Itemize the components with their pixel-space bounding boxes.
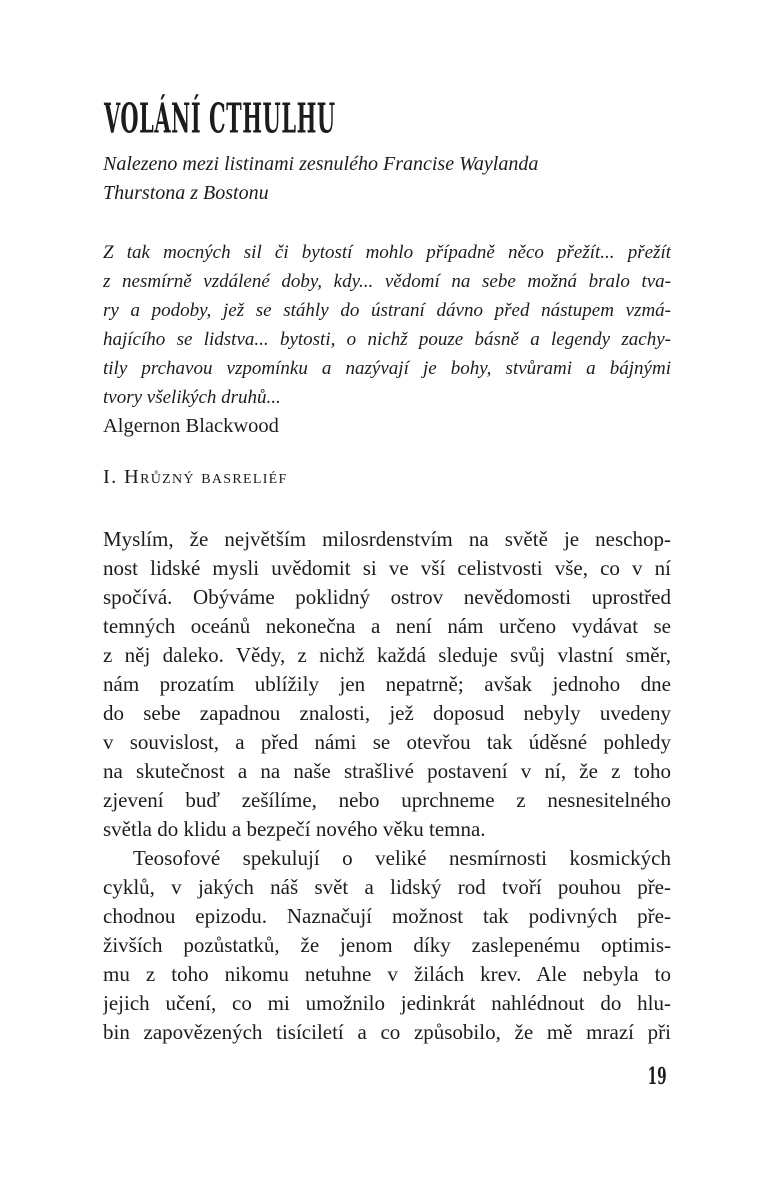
body-line: spočívá. Obýváme poklidný ostrov nevědomosti uprostřed [103,585,671,609]
epigraph-line: tvory všelikých druhů... [103,387,281,408]
subtitle-line: Nalezeno mezi listinami zesnulého Francise Waylanda [103,153,539,175]
body-line: nost lidské mysli uvědomit si ve vší celistvosti vše, co v ní [103,556,671,580]
body-line: na skutečnost a na naše strašlivé postavení v ní, že z toho [103,759,671,783]
body-line: světla do klidu a bezpečí nového věku temna. [103,817,486,841]
body-line: do sebe zapadnou znalosti, jež doposud nebyly uvedeny [103,701,671,725]
book-title: VOLÁNÍ CTHULHU [104,93,336,143]
body-line: z něj daleko. Vědy, z nichž každá sleduje svůj vlastní směr, [103,643,671,667]
body-line: bin zapovězených tisíciletí a co způsobilo, že mě mrazí při [103,1020,671,1044]
body-line: v souvislost, a před námi se otevřou tak úděsné pohledy [103,730,671,754]
body-line: mu z toho nikomu netuhne v žilách krev. Ale nebyla to [103,962,671,986]
body-line: Myslím, že největším milosrdenstvím na světě je neschop- [103,527,671,551]
subtitle-line: Thurstona z Bostonu [103,182,269,204]
epigraph-line: hajícího se lidstva... bytosti, o nichž pouze básně a legendy zachy- [103,329,671,350]
body-line: jejich učení, co mi umožnilo jedinkrát nahlédnout do hlu- [103,991,671,1015]
body-text [103,525,671,1047]
body-line: temných oceánů nekonečna a není nám určeno vydávat se [103,614,671,638]
epigraph-quote [103,238,671,441]
epigraph-attribution: Algernon Blackwood [103,415,279,437]
body-line: Teosofové spekulují o veliké nesmírnosti kosmických [133,846,671,870]
body-line: cyklů, v jakých náš svět a lidský rod tvoří pouhou pře- [103,875,671,899]
body-line: živších pozůstatků, že jenom díky zaslepenému optimis- [103,933,671,957]
epigraph-line: z nesmírně vzdálené doby, kdy... vědomí na sebe možná bralo tva- [103,271,671,292]
body-line: nám prozatím ublížily jen nepatrně; avšak jednoho dne [103,672,671,696]
subtitle [103,150,671,208]
body-line: zjevení buď zešílíme, nebo uprchneme z nesnesitelného [103,788,671,812]
body-line: chodnou epizodu. Naznačují možnost tak podivných pře- [103,904,671,928]
section-heading: I. Hrůzný basreliéf [103,466,288,488]
epigraph-line: Z tak mocných sil či bytostí mohlo případně něco přežít... přežít [103,242,671,263]
page-number: 19 [648,1062,667,1091]
epigraph-line: ry a podoby, jež se stáhly do ústraní dávno před nástupem vzmá- [103,300,671,321]
epigraph-line: tily prchavou vzpomínku a nazývají je bohy, stvůrami a bájnými [103,358,671,379]
